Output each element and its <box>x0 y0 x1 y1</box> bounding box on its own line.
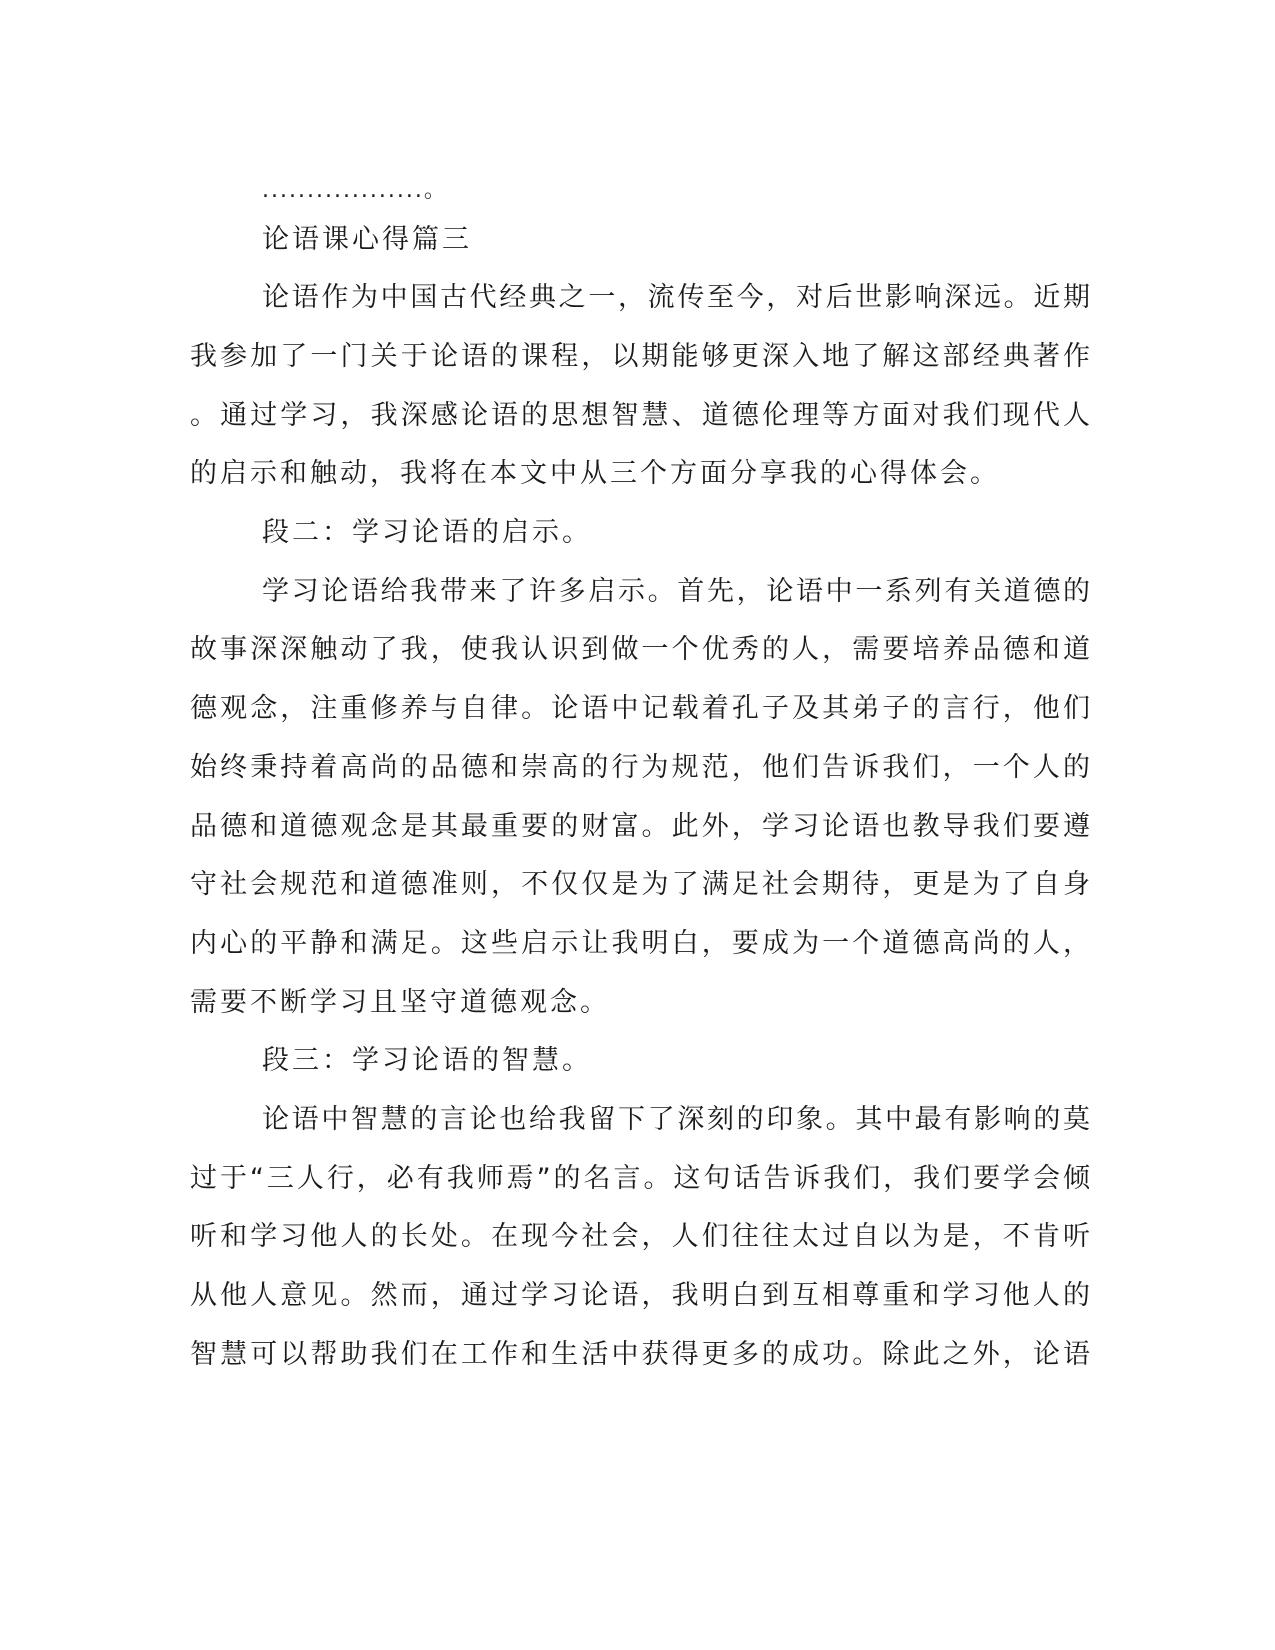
section-heading: 段三：学习论语的智慧。 <box>262 1045 592 1076</box>
paragraph-line: 需要不断学习且坚守道德观念。 <box>190 987 610 1018</box>
paragraph-line: 内心的平静和满足。这些启示让我明白，要成为一个道德高尚的人， <box>190 928 1090 959</box>
paragraph-line: 的启示和触动，我将在本文中从三个方面分享我的心得体会。 <box>190 458 1000 489</box>
paragraph-line: 德观念，注重修养与自律。论语中记载着孔子及其弟子的言行，他们 <box>190 693 1090 724</box>
paragraph-line: 学习论语给我带来了许多启示。首先，论语中一系列有关道德的 <box>262 576 1090 607</box>
paragraph-line: 我参加了一门关于论语的课程，以期能够更深入地了解这部经典著作 <box>190 341 1090 372</box>
paragraph-line: 始终秉持着高尚的品德和崇高的行为规范，他们告诉我们，一个人的 <box>190 752 1090 783</box>
paragraph-line: 论语中智慧的言论也给我留下了深刻的印象。其中最有影响的莫 <box>262 1104 1090 1135</box>
paragraph-line: 智慧可以帮助我们在工作和生活中获得更多的成功。除此之外，论语 <box>190 1339 1090 1370</box>
paragraph-line: 论语作为中国古代经典之一，流传至今，对后世影响深远。近期 <box>262 282 1090 313</box>
continuation-ellipsis: ..................。 <box>262 178 448 203</box>
paragraph-line: 守社会规范和道德准则，不仅仅是为了满足社会期待，更是为了自身 <box>190 869 1090 900</box>
paragraph-line: 从他人意见。然而，通过学习论语，我明白到互相尊重和学习他人的 <box>190 1280 1090 1311</box>
paragraph-line: 过于“三人行，必有我师焉”的名言。这句话告诉我们，我们要学会倾 <box>190 1163 1090 1194</box>
paragraph-line: 品德和道德观念是其最重要的财富。此外，学习论语也教导我们要遵 <box>190 811 1090 842</box>
section-heading: 段二：学习论语的启示。 <box>262 517 592 548</box>
paragraph-line: 听和学习他人的长处。在现今社会，人们往往太过自以为是，不肯听 <box>190 1221 1090 1252</box>
paragraph-line: 故事深深触动了我，使我认识到做一个优秀的人，需要培养品德和道 <box>190 634 1090 665</box>
section-title: 论语课心得篇三 <box>262 224 472 255</box>
paragraph-line: 。通过学习，我深感论语的思想智慧、道德伦理等方面对我们现代人 <box>190 400 1090 431</box>
